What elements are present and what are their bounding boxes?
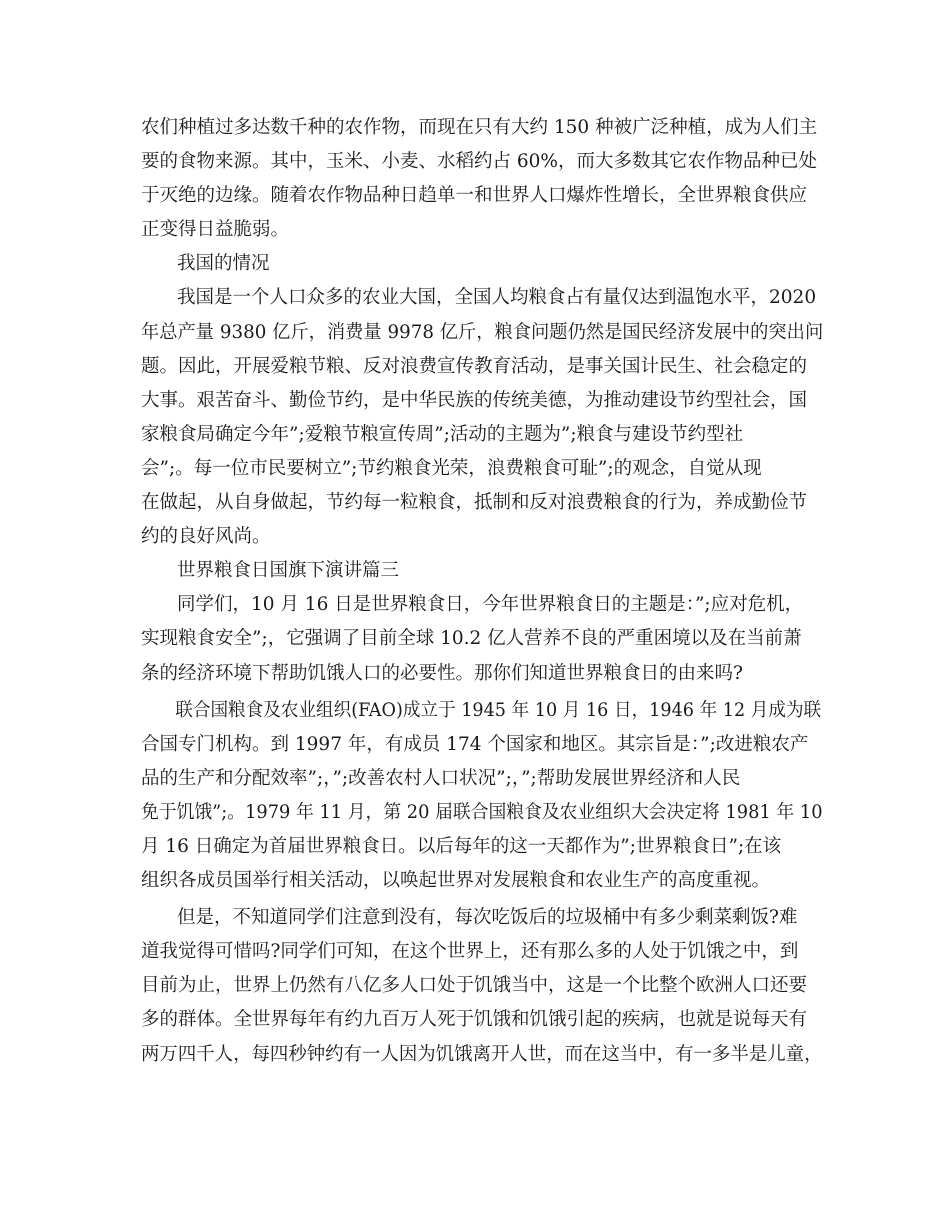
- text-line: 条的经济环境下帮助饥饿人口的必要性。那你们知道世界粮食日的由来吗?: [141, 662, 743, 684]
- text-line: 会”;。每一位市民要树立”;节约粮食光荣，浪费粮食可耻”;的观念，自觉从现: [141, 457, 762, 479]
- document-body: [141, 111, 823, 1072]
- text-line: 年总产量 9380 亿斤，消费量 9978 亿斤，粮食问题仍然是国民经济发展中的突出问: [141, 321, 824, 343]
- text-line: 在做起，从自身做起，节约每一粒粮食，抵制和反对浪费粮食的行为，养成勤俭节: [141, 492, 808, 514]
- text-line: 农们种植过多达数千种的农作物，而现在只有大约 150 种被广泛种植，成为人们主: [141, 117, 818, 138]
- text-line: 约的良好风尚。: [141, 526, 271, 548]
- text-line: 道我觉得可惜吗?同学们可知，在这个世界上，还有那么多的人处于饥饿之中，到: [141, 941, 799, 963]
- text-line: 我国的情况: [177, 253, 270, 275]
- text-line: 于灭绝的边缘。随着农作物品种日趋单一和世界人口爆炸性增长，全世界粮食供应: [141, 185, 808, 207]
- text-line: 目前为止，世界上仍然有八亿多人口处于饥饿当中，这是一个比整个欧洲人口还要: [141, 975, 808, 997]
- text-line: 多的群体。全世界每年有约九百万人死于饥饿和饥饿引起的疾病，也就是说每天有: [141, 1009, 808, 1031]
- text-line: 免于饥饿”;。1979 年 11 月，第 20 届联合国粮食及农业组织大会决定将 1981 年 10: [141, 801, 823, 823]
- text-line: 组织各成员国举行相关活动，以唤起世界对发展粮食和农业生产的高度重视。: [141, 870, 771, 892]
- text-line: 题。因此，开展爱粮节粮、反对浪费宣传教育活动，是事关国计民生、社会稳定的: [141, 355, 808, 377]
- text-line: 月 16 日确定为首届世界粮食日。以后每年的这一天都作为”;世界粮食日”;在该: [141, 835, 782, 857]
- text-line: 我国是一个人口众多的农业大国，全国人均粮食占有量仅达到温饱水平，2020: [177, 287, 817, 309]
- text-line: 要的食物来源。其中，玉米、小麦、水稻约占 60%，而大多数其它农作物品种已处: [141, 151, 818, 173]
- text-line: 两万四千人，每四秒钟约有一人因为饥饿离开人世，而在这当中，有一多半是儿童，: [141, 1043, 823, 1065]
- text-line: 世界粮食日国旗下演讲篇三: [177, 560, 400, 582]
- text-line: 家粮食局确定今年”;爱粮节粮宣传周”;活动的主题为”;粮食与建设节约型社: [141, 423, 744, 445]
- text-line: 正变得日益脆弱。: [141, 219, 290, 241]
- text-line: 联合国粮食及农业组织(FAO)成立于 1945 年 10 月 16 日，1946 年 12 月成为联: [175, 699, 822, 721]
- text-line: 但是，不知道同学们注意到没有，每次吃饭后的垃圾桶中有多少剩菜剩饭?难: [177, 907, 798, 929]
- text-line: 同学们，10 月 16 日是世界粮食日，今年世界粮食日的主题是：”;应对危机，: [177, 594, 804, 616]
- text-line: 实现粮食安全”;，它强调了目前全球 10.2 亿人营养不良的严重困境以及在当前萧: [141, 628, 802, 650]
- text-line: 合国专门机构。到 1997 年，有成员 174 个国家和地区。其宗旨是：”;改进粮农产: [141, 733, 809, 755]
- text-line: 大事。艰苦奋斗、勤俭节约，是中华民族的传统美德，为推动建设节约型社会，国: [141, 389, 808, 411]
- text-line: 品的生产和分配效率”;，”;改善农村人口状况”;，”;帮助发展世界经济和人民: [141, 767, 741, 789]
